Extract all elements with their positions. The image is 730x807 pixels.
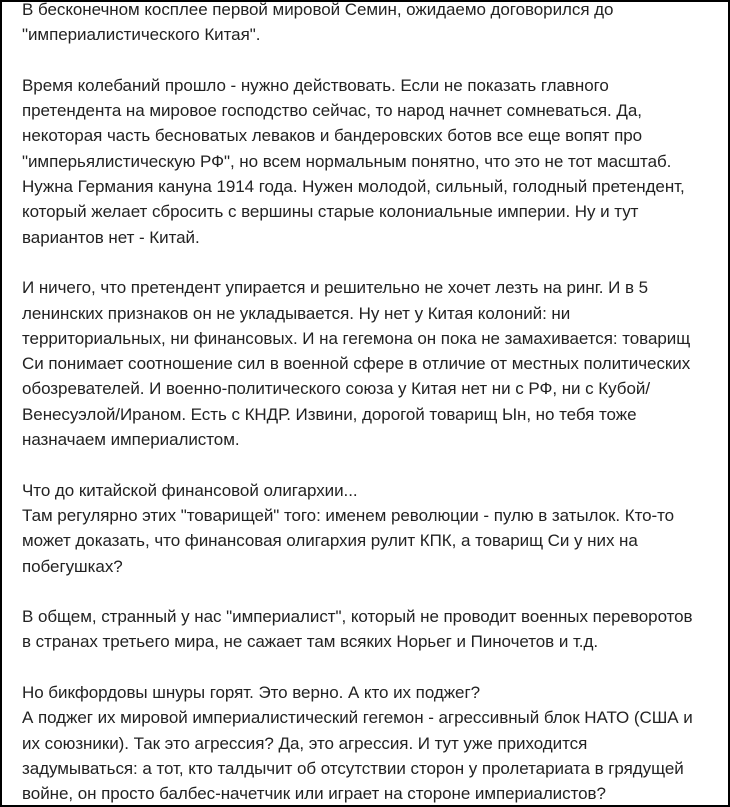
post-text [22,0,724,807]
text-line: Нужна Германия кануна 1914 года. Нужен молодой, сильный, голодный претендент, [22,177,685,197]
text-line: обозревателей. И военно-политического союза у Китая нет ни с РФ, ни с Кубой/ [22,379,650,399]
paragraph [22,73,724,250]
text-line: войне, он просто балбес-начетчик или играет на стороне империалистов? [22,784,606,804]
text-line: ленинских признаков он не укладывается. Ну нет у Китая колоний: ни [22,303,571,323]
text-line: В общем, странный у нас "империалист", который не проводит военных переворотов [22,607,693,627]
paragraph [22,275,724,452]
text-line: Время колебаний прошло - нужно действовать. Если не показать главного [22,75,609,95]
text-line: "империалистического Китая". [22,25,261,45]
text-line: задумываться: а тот, кто талдычит об отсутствии сторон у пролетариата в грядущей [22,758,684,778]
text-line: претендента на мировое господство сейчас, то народ начнет сомневаться. Да, [22,101,642,121]
text-line: их союзники). Так это агрессия? Да, это агрессия. И тут уже приходится [22,733,588,753]
text-line: В бесконечном косплее первой мировой Семин, ожидаемо договорился до [22,0,614,19]
text-line: территориальных, ни финансовых. И на гегемона он пока не замахивается: товарищ [22,328,691,348]
text-line: Там регулярно этих "товарищей" того: именем революции - пулю в затылок. Кто-то [22,505,675,525]
text-line: И ничего, что претендент упирается и решительно не хочет лезть на ринг. И в 5 [22,278,649,298]
text-line: который желает сбросить с вершины старые колониальные империи. Ну и тут [22,202,639,222]
text-line: побегушках? [22,556,123,576]
text-line: А поджег их мировой империалистический гегемон - агрессивный блок НАТО (США и [22,708,693,728]
paragraph [22,680,724,806]
text-line: некоторая часть бесноватых леваков и бандеровских ботов все еще вопят про [22,126,643,146]
paragraph [22,604,724,655]
text-line: в странах третьего мира, не сажает там всяких Норьег и Пиночетов и т.д. [22,632,599,652]
text-line: Что до китайской финансовой олигархии... [22,480,358,500]
text-line: назначаем империалистом. [22,430,240,450]
text-line: вариантов нет - Китай. [22,227,200,247]
text-line: может доказать, что финансовая олигархия рулит КПК, а товарищ Си у них на [22,531,638,551]
paragraph [22,0,724,48]
paragraph [22,478,724,579]
text-line: Си понимает соотношение сил в военной сфере в отличие от местных политических [22,354,691,374]
text-line: Но бикфордовы шнуры горят. Это верно. А кто их поджег? [22,683,481,703]
text-line: Венесуэлой/Ираном. Есть с КНДР. Извини, дорогой товарищ Ын, но тебя тоже [22,404,637,424]
text-line: "имперьялистическую РФ", но всем нормальным понятно, что это не тот масштаб. [22,151,672,171]
